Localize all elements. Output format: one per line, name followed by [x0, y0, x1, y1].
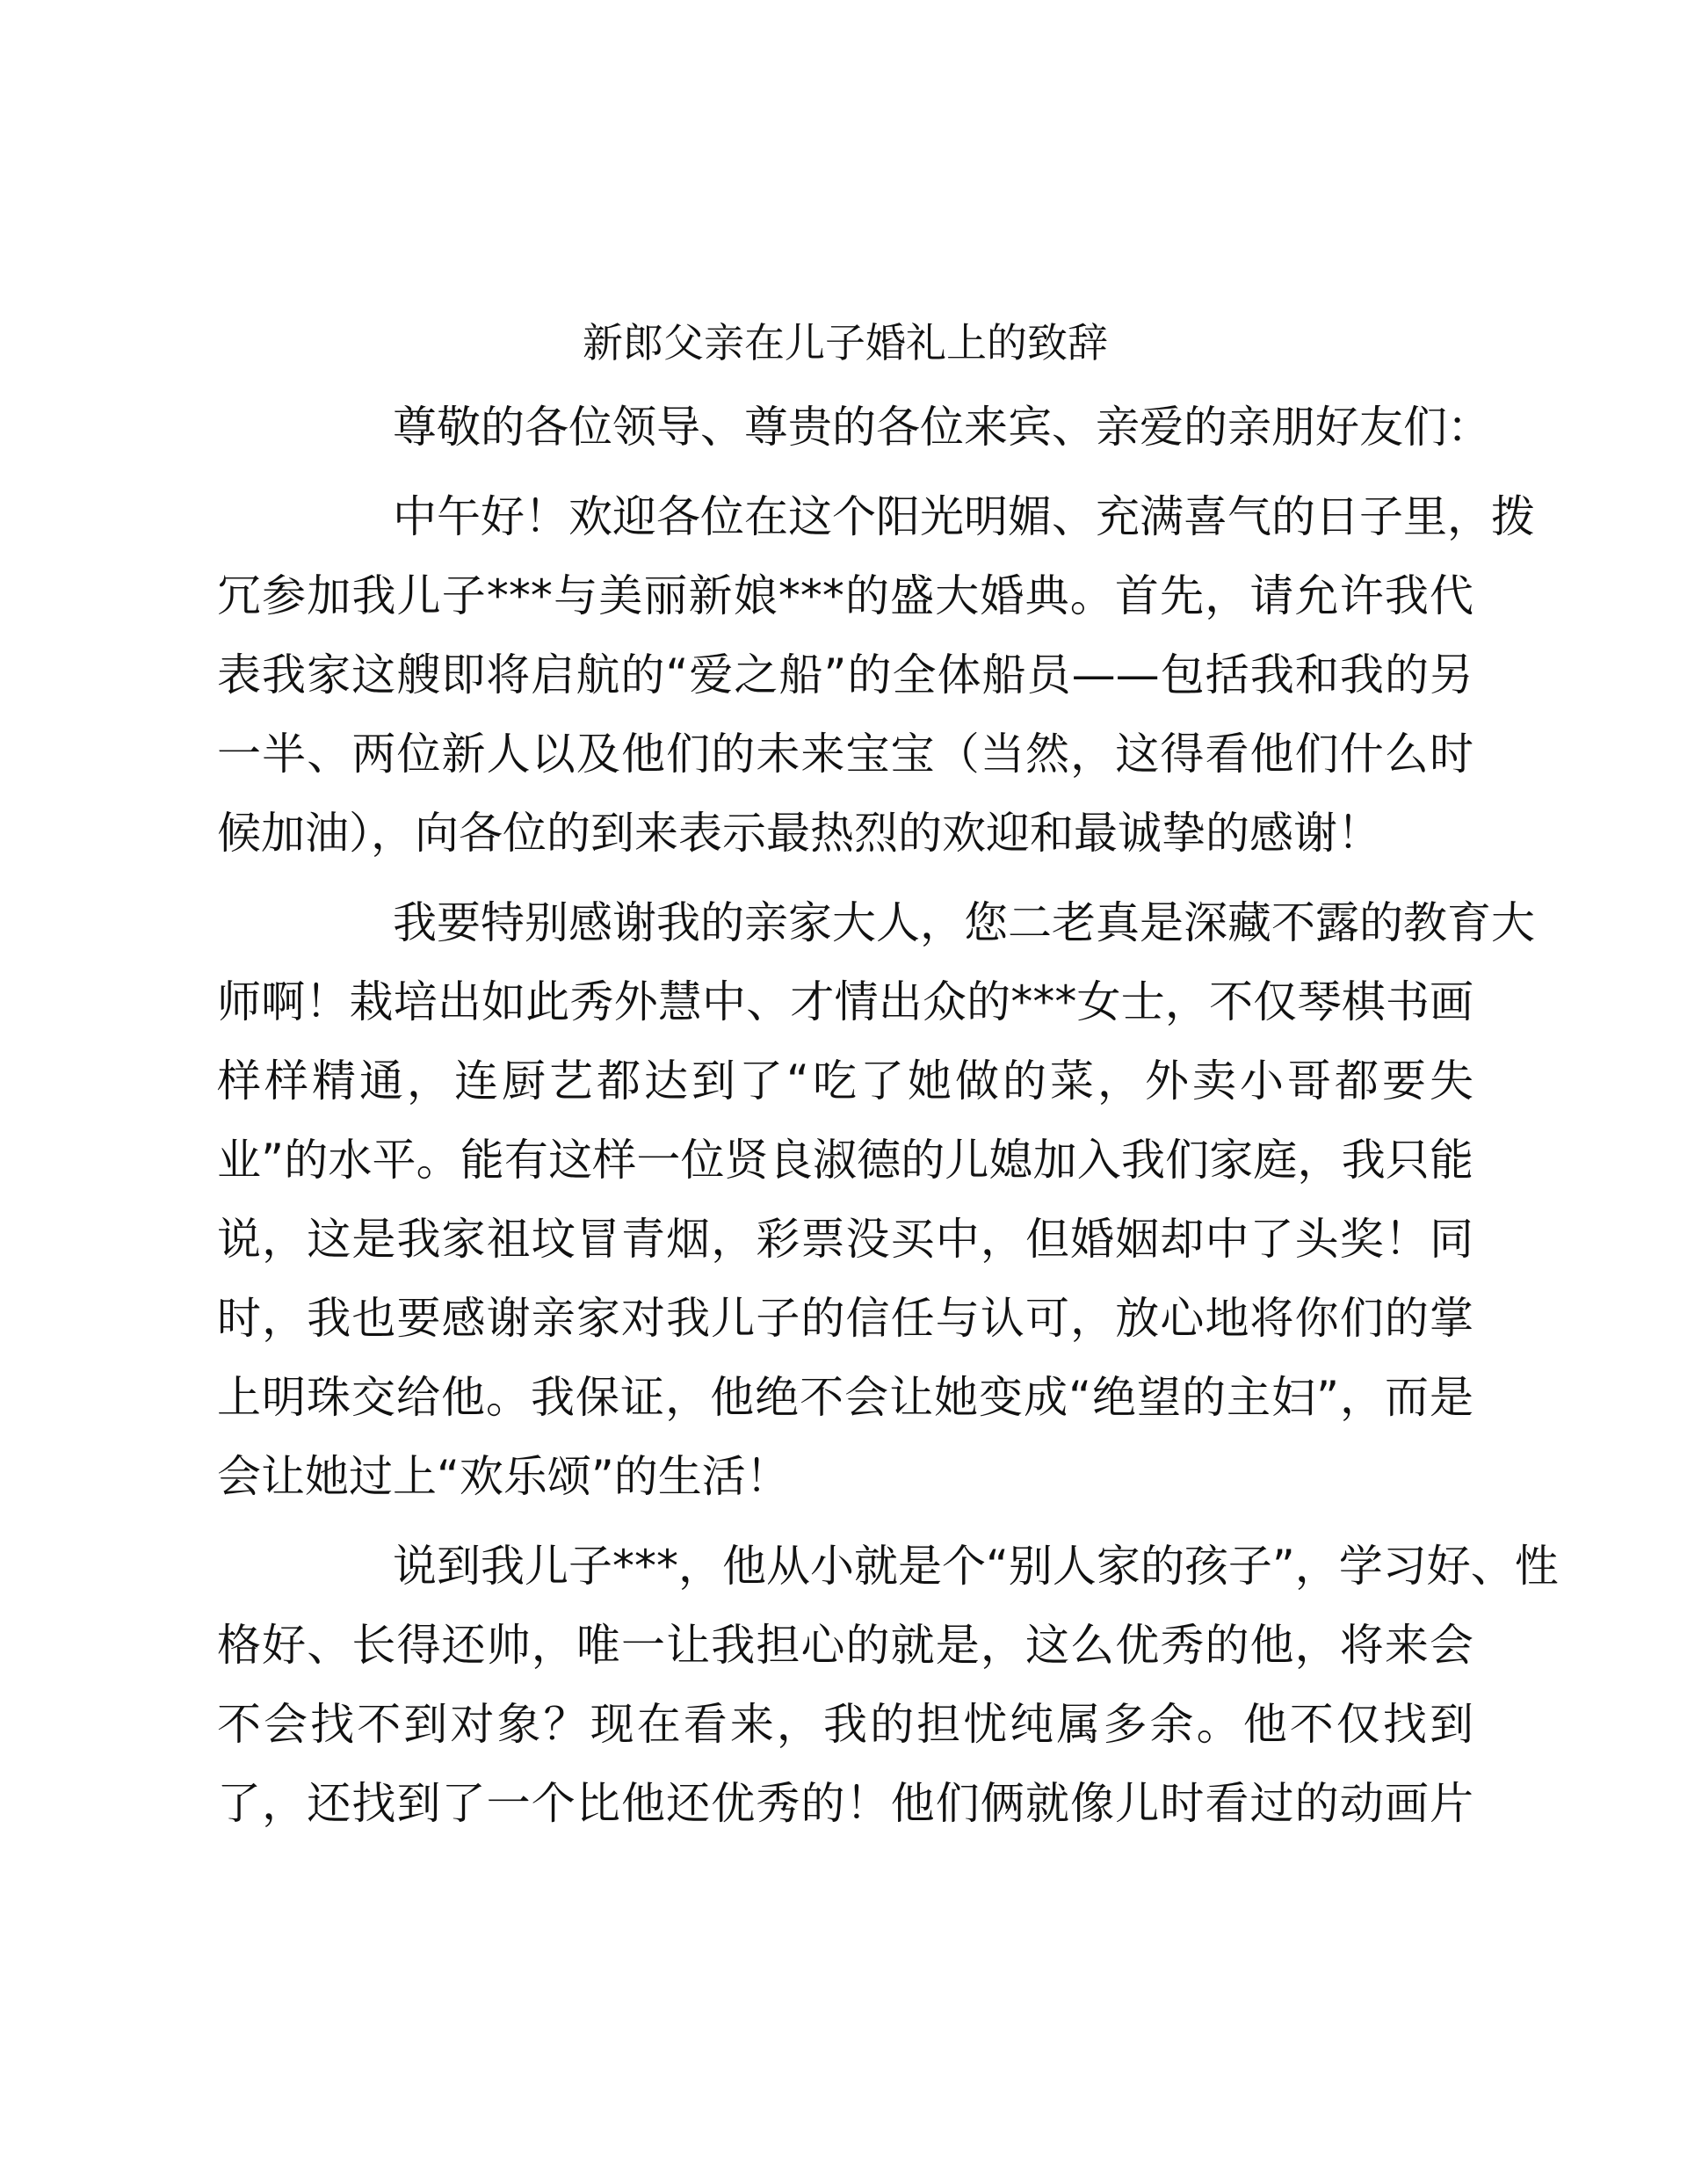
text-line: 师啊！栽培出如此秀外慧中、才情出众的***女士，不仅琴棋书画	[217, 976, 1473, 1027]
text-line: 了，还找到了一个比他还优秀的！他们俩就像儿时看过的动画片	[217, 1778, 1473, 1829]
text-line: 一半、两位新人以及他们的未来宝宝（当然，这得看他们什么时	[217, 729, 1473, 780]
paragraph-greeting	[217, 388, 1491, 467]
text-line: 说到我儿子***，他从小就是个“别人家的孩子”，学习好、性	[393, 1541, 1559, 1592]
text-line: 尊敬的各位领导、尊贵的各位来宾、亲爱的亲朋好友们：	[393, 402, 1491, 453]
paragraph-thanks-in-laws	[217, 883, 1535, 1516]
text-line: 业”的水平。能有这样一位贤良淑德的儿媳加入我们家庭，我只能	[217, 1135, 1473, 1186]
text-line: 表我家这艘即将启航的“爱之船”的全体船员——包括我和我的另	[217, 649, 1473, 700]
text-line: 会让她过上“欢乐颂”的生活！	[217, 1451, 790, 1502]
text-line: 格好、长得还帅，唯一让我担心的就是，这么优秀的他，将来会	[217, 1620, 1473, 1671]
document-page	[217, 303, 1559, 1854]
text-line: 时，我也要感谢亲家对我儿子的信任与认可，放心地将你们的掌	[217, 1293, 1473, 1344]
text-line: 样样精通，连厨艺都达到了“吃了她做的菜，外卖小哥都要失	[217, 1056, 1473, 1107]
document-title: 新郎父亲在儿子婚礼上的致辞	[583, 319, 1108, 366]
text-line: 上明珠交给他。我保证，他绝不会让她变成“绝望的主妇”，而是	[217, 1372, 1473, 1423]
text-line: 我要特别感谢我的亲家大人，您二老真是深藏不露的教育大	[393, 897, 1535, 948]
text-line: 中午好！欢迎各位在这个阳光明媚、充满喜气的日子里，拨	[393, 491, 1535, 542]
paragraph-welcome	[217, 477, 1535, 873]
text-line: 不会找不到对象？现在看来，我的担忧纯属多余。他不仅找到	[217, 1699, 1473, 1750]
text-line: 说，这是我家祖坟冒青烟，彩票没买中，但婚姻却中了头奖！同	[217, 1214, 1473, 1265]
text-line: 候加油），向各位的到来表示最热烈的欢迎和最诚挚的感谢！	[217, 808, 1381, 859]
paragraph-about-son	[217, 1527, 1559, 1843]
text-line: 冗参加我儿子***与美丽新娘***的盛大婚典。首先，请允许我代	[217, 570, 1473, 621]
